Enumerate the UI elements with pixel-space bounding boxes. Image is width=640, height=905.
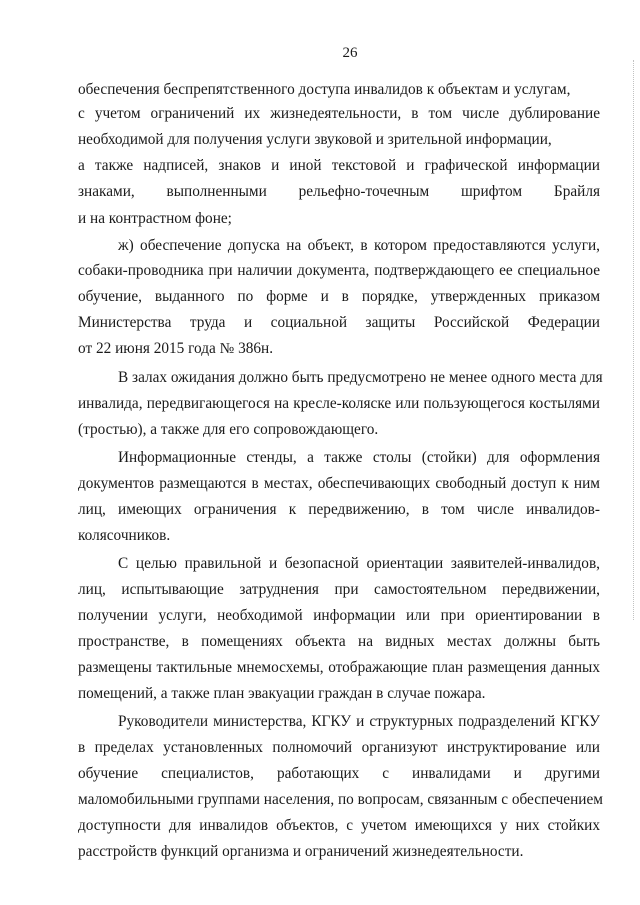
text-line: Информационные стенды, а также столы (стойки) для оформления (118, 449, 600, 466)
text-line: и на контрастном фоне; (78, 210, 232, 227)
text-line: лиц, испытывающие затруднения при самостоятельном передвижении, (78, 581, 600, 598)
text-line: маломобильными группами населения, по вопросам, связанным с обеспечением (78, 791, 603, 808)
text-line: обучение специалистов, работающих с инвалидами и другими (78, 765, 600, 782)
text-line: доступности для инвалидов объектов, с учетом имеющихся у них стойких (78, 817, 600, 834)
text-line: пространстве, в помещениях объекта на видных местах должны быть (78, 633, 600, 650)
text-line: собаки-проводника при наличии документа, подтверждающего ее специальное (78, 262, 600, 279)
text-line: (тростью), а также для его сопровождающего. (78, 421, 379, 438)
text-line: обучение, выданного по форме и в порядке, утвержденных приказом (78, 288, 600, 305)
text-line: инвалида, передвигающегося на кресле-коляске или пользующегося костылями (78, 395, 600, 412)
text-line: размещены тактильные мнемосхемы, отображающие план размещения данных (78, 659, 600, 676)
text-line: от 22 июня 2015 года № 386н. (78, 340, 274, 357)
text-line: В залах ожидания должно быть предусмотрено не менее одного места для (118, 369, 603, 386)
text-line: Руководители министерства, КГКУ и структурных подразделений КГКУ (118, 713, 600, 730)
text-line: расстройств функций организма и ограничений жизнедеятельности. (78, 843, 524, 860)
text-line: обеспечения беспрепятственного доступа инвалидов к объектам и услугам, (78, 81, 571, 98)
text-line: а также надписей, знаков и иной текстовой и графической информации (78, 157, 600, 174)
page-number: 26 (342, 45, 358, 61)
text-line: необходимой для получения услуги звуковой и зрительной информации, (78, 131, 552, 148)
text-line: помещений, а также план эвакуации граждан в случае пожара. (78, 685, 486, 702)
text-line: в пределах установленных полномочий организуют инструктирование или (78, 739, 600, 756)
text-line: колясочников. (78, 527, 171, 544)
text-line: знаками, выполненными рельефно-точечным шрифтом Брайля (78, 183, 600, 200)
text-line: ж) обеспечение допуска на объект, в котором предоставляются услуги, (118, 237, 600, 254)
text-line: С целью правильной и безопасной ориентации заявителей-инвалидов, (118, 555, 600, 572)
text-line: лиц, имеющих ограничения к передвижению, в том числе инвалидов- (78, 501, 600, 518)
text-line: получении услуги, необходимой информации или при ориентировании в (78, 607, 600, 624)
text-line: с учетом ограничений их жизнедеятельности, в том числе дублирование (78, 105, 600, 122)
text-line: документов размещаются в местах, обеспечивающих свободный доступ к ним (78, 475, 600, 492)
text-line: Министерства труда и социальной защиты Российской Федерации (78, 314, 600, 331)
scan-edge-mark (632, 60, 634, 620)
